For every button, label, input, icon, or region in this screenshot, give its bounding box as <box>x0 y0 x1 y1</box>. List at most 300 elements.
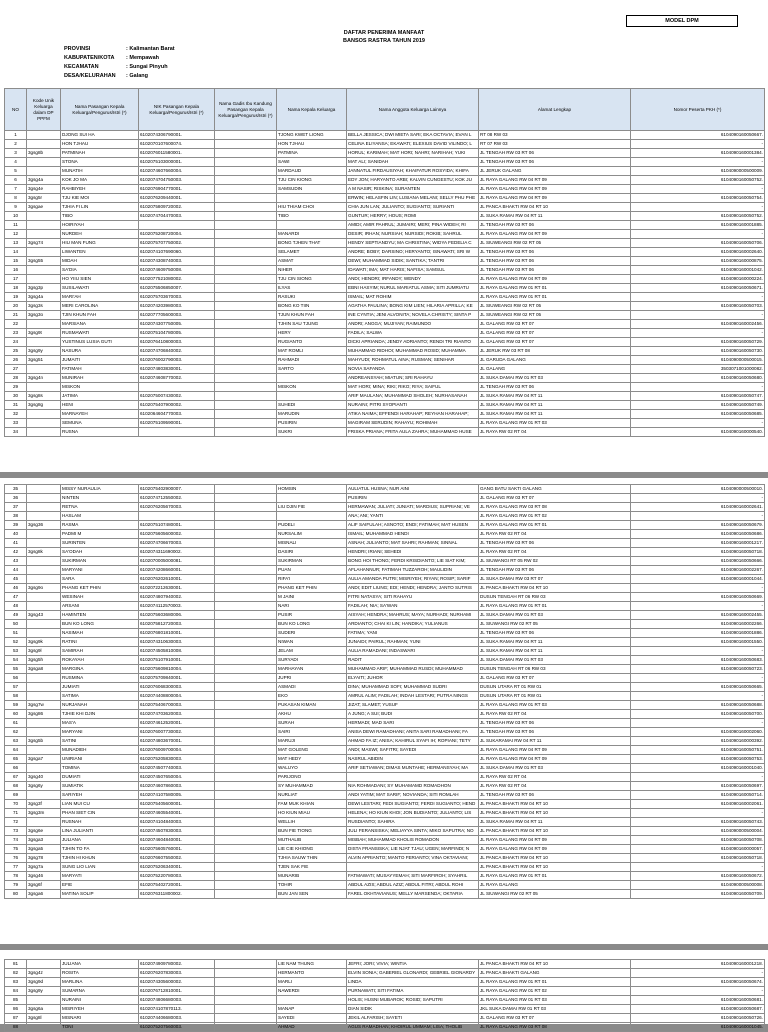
cell-spouse-nik: 6102074909780002. <box>139 960 215 969</box>
cell-mother-maiden-name <box>215 584 277 593</box>
table-row <box>5 194 765 203</box>
cell-address: JL PANCA BHAKTI RW 04 RT 10 <box>479 809 631 818</box>
cell-head-of-family: ILYAS <box>277 284 347 293</box>
cell-family-code: 3gsga6 <box>27 890 61 899</box>
cell-pkh-number: 6104090160000540. <box>631 428 765 437</box>
cell-spouse-name: RATINI <box>61 638 139 647</box>
cell-mother-maiden-name <box>215 593 277 602</box>
cell-address: JL TENGAH RW 03 RT 06 <box>479 158 631 167</box>
cell-mother-maiden-name <box>215 683 277 692</box>
cell-row-number: 4 <box>5 158 27 167</box>
cell-pkh-number: - <box>631 158 765 167</box>
cell-address: JL RAYA GALANG RW 04 RT 09 <box>479 176 631 185</box>
cell-family-members: ISMAIL; MAT ROHIM <box>347 293 479 302</box>
cell-spouse-nik <box>139 512 215 521</box>
cell-spouse-nik <box>139 383 215 392</box>
cell-spouse-name: SUMARNA <box>61 987 139 996</box>
cell-head-of-family: HERY <box>277 329 347 338</box>
table-row <box>5 602 765 611</box>
cell-spouse-nik: 6102075206340001. <box>139 863 215 872</box>
cell-head-of-family: TJHIA SAUW THIN <box>277 854 347 863</box>
cell-row-number: 72 <box>5 818 27 827</box>
cell-row-number: 68 <box>5 782 27 791</box>
cell-spouse-name: MARYATI <box>61 872 139 881</box>
cell-address: JL RAYA GALANG RW 03 RT 08 <box>479 503 631 512</box>
cell-mother-maiden-name <box>215 140 277 149</box>
cell-spouse-name: TJIN KHUN FAH <box>61 311 139 320</box>
table-row <box>5 503 765 512</box>
table-row <box>5 365 765 374</box>
cell-address: JL RAYA GALANG RW 01 RT 01 <box>479 872 631 881</box>
cell-head-of-family: JUPRI <box>277 674 347 683</box>
cell-mother-maiden-name <box>215 818 277 827</box>
cell-address: JL RAYA RW 02 RT 04 <box>479 773 631 782</box>
cell-mother-maiden-name <box>215 239 277 248</box>
cell-head-of-family: SAIRI <box>277 728 347 737</box>
cell-spouse-name: HAMINTEN <box>61 611 139 620</box>
table-row <box>5 494 765 503</box>
cell-row-number: 29 <box>5 383 27 392</box>
cell-address: JL RAYA GALANG RW 04 RT 09 <box>479 755 631 764</box>
table-row <box>5 1023 765 1032</box>
cell-family-members: NOVIA SAFANDA <box>347 365 479 374</box>
cell-spouse-name: MARNAYEH <box>61 410 139 419</box>
cell-pkh-number: 6104090160002641. <box>631 503 765 512</box>
meta-province: PROVINSI : Kalimantan Barat <box>64 46 175 52</box>
table-row <box>5 960 765 969</box>
cell-row-number: 66 <box>5 764 27 773</box>
cell-address: JL PANCA BHAKTI RW 04 RT 10 <box>479 584 631 593</box>
cell-family-members: EDY JON; HARYANTO ARBI; KALVIN CUNGESTU; KOK JU <box>347 176 479 185</box>
cell-family-code <box>27 221 61 230</box>
cell-mother-maiden-name <box>215 809 277 818</box>
cell-pkh-number: 6104090160050665. <box>631 683 765 692</box>
cell-address: JL RAYA GALANG RW 01 RT 03 <box>479 419 631 428</box>
cell-spouse-name: MARGINA <box>61 665 139 674</box>
cell-family-code: 3gsg86 <box>27 710 61 719</box>
cell-family-code: 3gsg8b <box>27 149 61 158</box>
cell-pkh-number: - <box>631 809 765 818</box>
cell-family-members: ALVIN APRIANTO; MANTO FERIANTO; VINA OKTAVIANI; <box>347 854 479 863</box>
cell-family-members: JEKIL ALFARISH; SAYETI <box>347 1014 479 1023</box>
cell-mother-maiden-name <box>215 410 277 419</box>
cell-head-of-family: M JAINI <box>277 593 347 602</box>
cell-spouse-nik: 6102074203980003. <box>139 302 215 311</box>
cell-head-of-family: AKHU <box>277 710 347 719</box>
cell-row-number: 63 <box>5 737 27 746</box>
cell-family-members: MAT ALI; SANIDAH <box>347 158 479 167</box>
cell-pkh-number: - <box>631 203 765 212</box>
cell-pkh-number: - <box>631 512 765 521</box>
cell-pkh-number: 6104090160050674. <box>631 978 765 987</box>
cell-spouse-nik: 6102064604770003. <box>139 410 215 419</box>
cell-row-number: 24 <box>5 338 27 347</box>
cell-pkh-number: - <box>631 602 765 611</box>
cell-family-members: ANDI; HENDRI; IRFANDY; WENDY <box>347 275 479 284</box>
cell-family-code <box>27 746 61 755</box>
cell-pkh-number: 6104090160000875. <box>631 257 765 266</box>
table-row <box>5 674 765 683</box>
table-row <box>5 140 765 149</box>
cell-head-of-family: JELAM <box>277 647 347 656</box>
cell-row-number: 65 <box>5 755 27 764</box>
cell-spouse-nik: 6102075207560003. <box>139 1023 215 1032</box>
cell-family-members: DEWI LESTARI; FEDI SUGIANTO; FERDI SUGIANTO; HEND <box>347 800 479 809</box>
cell-family-members: ARIF SETIAWAN; DIMAS MUNTAHE; HERMANSYAH; MA <box>347 764 479 773</box>
column-header-family-code: Kode Unik Keluarga dalam DP PPFM <box>27 89 61 131</box>
table-row <box>5 854 765 863</box>
cell-head-of-family: TIBO <box>277 212 347 221</box>
cell-family-code <box>27 818 61 827</box>
cell-spouse-nik: 6102074712550002. <box>139 494 215 503</box>
cell-row-number: 70 <box>5 800 27 809</box>
table-header-row <box>5 89 765 131</box>
cell-family-members: FAREL OKHTAVIANUS; MELLY MARSENDA; OKTARIA <box>347 890 479 899</box>
cell-address: JL RAYA GALANG RW 01 RT 01 <box>479 284 631 293</box>
cell-head-of-family: SUHEDI <box>277 401 347 410</box>
cell-pkh-number: 6104090160050709. <box>631 890 765 899</box>
cell-spouse-name: BUN KO LONG <box>61 620 139 629</box>
cell-address: JL SIUWANGI RW 02 RT 05 <box>479 890 631 899</box>
cell-pkh-number: 6104090160002267. <box>631 566 765 575</box>
cell-head-of-family: NIWAN <box>277 638 347 647</box>
cell-row-number: 28 <box>5 374 27 383</box>
cell-mother-maiden-name <box>215 485 277 494</box>
cell-row-number: 1 <box>5 131 27 140</box>
cell-address: JL RAYA GALANG RW 03 RT 08 <box>479 1023 631 1032</box>
cell-spouse-name: MATINA SOLIP <box>61 890 139 899</box>
cell-pkh-number: 6104090160050747. <box>631 392 765 401</box>
cell-row-number: 5 <box>5 167 27 176</box>
cell-row-number: 84 <box>5 987 27 996</box>
cell-family-members: ANDI YATIM; MAT SARIF; NOVIANDA; SITI ROMLAH <box>347 791 479 800</box>
cell-family-code: 3gsg78 <box>27 854 61 863</box>
cell-mother-maiden-name <box>215 791 277 800</box>
cell-spouse-nik: 6102075703670003. <box>139 293 215 302</box>
cell-spouse-nik: 6102075609810004. <box>139 665 215 674</box>
cell-head-of-family: SUKRI <box>277 428 347 437</box>
cell-head-of-family: DASIRI <box>277 548 347 557</box>
table-row <box>5 176 765 185</box>
cell-family-members: NASRUL ABIDIN <box>347 755 479 764</box>
cell-family-code <box>27 692 61 701</box>
cell-address: JL GALANG RW 03 RT 07 <box>479 674 631 683</box>
cell-head-of-family: RASUKI <box>277 293 347 302</box>
cell-row-number: 2 <box>5 140 27 149</box>
cell-head-of-family: TJONG KWET LIONG <box>277 131 347 140</box>
cell-pkh-number: - <box>631 419 765 428</box>
cell-mother-maiden-name <box>215 701 277 710</box>
cell-mother-maiden-name <box>215 530 277 539</box>
cell-row-number: 64 <box>5 746 27 755</box>
cell-mother-maiden-name <box>215 728 277 737</box>
table-row <box>5 755 765 764</box>
cell-family-members: ARIF MAULANA; MUHAMMAD SHOLEH; NURHASANAH <box>347 392 479 401</box>
table-row <box>5 392 765 401</box>
cell-head-of-family: MARDAUD <box>277 167 347 176</box>
cell-pkh-number: 6104090160050697. <box>631 782 765 791</box>
cell-pkh-number: 6104090000500008. <box>631 881 765 890</box>
cell-family-code: 3gsg3s <box>27 302 61 311</box>
cell-row-number: 22 <box>5 320 27 329</box>
table-row <box>5 719 765 728</box>
cell-family-members: BONG HOI THONG; FERDI KRISDIANTO; LIE SIAT KIM; <box>347 557 479 566</box>
cell-pkh-number: 6104090160001044. <box>631 575 765 584</box>
cell-head-of-family: EKO <box>277 692 347 701</box>
cell-pkh-number: 6104090160050726. <box>631 1014 765 1023</box>
cell-family-members: FATMAWATI; MUSAYYEMAH; SITI MARFIROH; SYAHRIL <box>347 872 479 881</box>
cell-family-members: HORUL; KARIMAH; MAT HORI; NAHRI; NARIHAH; YUKI <box>347 149 479 158</box>
cell-address: JL SUKA DAMAI RW 01 RT 03 <box>479 374 631 383</box>
cell-family-code <box>27 494 61 503</box>
cell-pkh-number: 6104090000500009. <box>631 167 765 176</box>
cell-spouse-name: TOMINA <box>61 764 139 773</box>
cell-spouse-nik: 6102075402900007. <box>139 485 215 494</box>
cell-mother-maiden-name <box>215 872 277 881</box>
column-header-address: Alamat Lengkap <box>479 89 631 131</box>
cell-mother-maiden-name <box>215 863 277 872</box>
cell-head-of-family: ASMAT <box>277 257 347 266</box>
cell-address: JL RAYA GALANG RW 01 RT 01 <box>479 293 631 302</box>
table-row <box>5 521 765 530</box>
cell-family-code <box>27 140 61 149</box>
cell-family-members: HELENA; HO KIUN KHOI; JON BUDIANTO; JULIANTO; LIS <box>347 809 479 818</box>
cell-spouse-name: NURDEH <box>61 230 139 239</box>
cell-spouse-name: ROKAYAH <box>61 656 139 665</box>
cell-head-of-family: NARI <box>277 602 347 611</box>
cell-head-of-family: NURLIAT <box>277 791 347 800</box>
cell-address: JL TENGAH RW 03 RT 06 <box>479 383 631 392</box>
cell-family-members: ANDRE; BOBY; DARSINO; HERYANTO; ISNAWATI; SRI W <box>347 248 479 257</box>
cell-pkh-number: - <box>631 674 765 683</box>
cell-head-of-family: SUDERI <box>277 629 347 638</box>
cell-address: JL RAYA GALANG RW 01 RT 03 <box>479 996 631 1005</box>
cell-row-number: 74 <box>5 836 27 845</box>
cell-address: DUSUN UTARA RT 01 RW 01 <box>479 692 631 701</box>
cell-pkh-number: 6104090160001045. <box>631 1023 765 1032</box>
cell-address: JL RAYA GALANG RW 04 RT 09 <box>479 194 631 203</box>
cell-family-code: 3gsg8k <box>27 548 61 557</box>
cell-spouse-name: MARYANI <box>61 566 139 575</box>
cell-family-code: 3gsg9y <box>27 347 61 356</box>
cell-mother-maiden-name <box>215 248 277 257</box>
cell-pkh-number: 6104090160050700. <box>631 710 765 719</box>
cell-family-members: JIZAT; SLAMET; YUSUF <box>347 701 479 710</box>
cell-family-code <box>27 629 61 638</box>
cell-address: JL GALANG RW 03 RT 07 <box>479 1014 631 1023</box>
meta-district: KECAMATAN : Sungai Pinyuh <box>64 64 168 70</box>
cell-spouse-nik: 6102076202610001. <box>139 575 215 584</box>
cell-family-members: AULIATUL HUSNA; NUR AINI <box>347 485 479 494</box>
cell-family-code <box>27 131 61 140</box>
cell-pkh-number: 6104090160050749. <box>631 401 765 410</box>
cell-spouse-nik: 6102074107580005. <box>139 791 215 800</box>
cell-pkh-number: 6104090000500010. <box>631 485 765 494</box>
cell-family-members: GUNTUR; HERRY; HOUS; ROMI <box>347 212 479 221</box>
cell-family-members: FITRI NATASYA; SITI RAHAYU <box>347 593 479 602</box>
cell-row-number: 55 <box>5 665 27 674</box>
cell-row-number: 23 <box>5 329 27 338</box>
meta-regency: KABUPATEN/KOTA : Mempawah <box>64 55 160 61</box>
cell-pkh-number: - <box>631 584 765 593</box>
cell-family-code: 3gsg7w <box>27 701 61 710</box>
table-row <box>5 419 765 428</box>
table-row <box>5 863 765 872</box>
table-row <box>5 530 765 539</box>
table-row <box>5 978 765 987</box>
cell-pkh-number: 6104090160000224. <box>631 275 765 284</box>
cell-row-number: 34 <box>5 428 27 437</box>
cell-spouse-nik: 6102074107690060. <box>139 248 215 257</box>
cell-mother-maiden-name <box>215 782 277 791</box>
table-row <box>5 566 765 575</box>
cell-head-of-family: BUN JAN SEN <box>277 890 347 899</box>
cell-row-number: 39 <box>5 521 27 530</box>
cell-row-number: 48 <box>5 602 27 611</box>
cell-head-of-family: SELAMET <box>277 248 347 257</box>
cell-family-code <box>27 620 61 629</box>
cell-address: JL PANCA BHAKTI RW 04 RT 10 <box>479 854 631 863</box>
cell-family-code: 3gsg4e <box>27 185 61 194</box>
cell-pkh-number: 6104090000500004. <box>631 827 765 836</box>
table-row <box>5 293 765 302</box>
cell-family-members: ASNAH; JULIANTO; MAT SAHRI; RAHMAN; SINNAL <box>347 539 479 548</box>
cell-spouse-name: DUMIATI <box>61 773 139 782</box>
cell-spouse-nik: 6102075007430002. <box>139 392 215 401</box>
cell-pkh-number: 6104090160050669. <box>631 593 765 602</box>
cell-family-members: ANISA DEWI RAMADHANI; ANITA SARI RAMADHANI; FA <box>347 728 479 737</box>
cell-spouse-name: FATIMAH <box>61 365 139 374</box>
cell-pkh-number: 6104090160050706. <box>631 239 765 248</box>
cell-spouse-nik: 6102075103000001. <box>139 158 215 167</box>
cell-spouse-name: SA'ODAH <box>61 548 139 557</box>
cell-family-code: 3gsg6e <box>27 827 61 836</box>
cell-pkh-number: 6104090160050703. <box>631 302 765 311</box>
cell-family-code: 3gsg40 <box>27 773 61 782</box>
cell-address: JL SUKA DAMAI RW 03 RT 07 <box>479 575 631 584</box>
cell-mother-maiden-name <box>215 755 277 764</box>
cell-mother-maiden-name <box>215 338 277 347</box>
cell-mother-maiden-name <box>215 212 277 221</box>
cell-family-code: 3gsg9d <box>27 978 61 987</box>
cell-head-of-family: RIFA'I <box>277 575 347 584</box>
cell-family-code: 3gsg3m <box>27 809 61 818</box>
cell-family-code <box>27 365 61 374</box>
cell-row-number: 44 <box>5 566 27 575</box>
cell-spouse-nik: 6102074609750008. <box>139 266 215 275</box>
cell-head-of-family <box>277 512 347 521</box>
cell-pkh-number: 6104090160050708. <box>631 836 765 845</box>
cell-family-members: A M NASIR; RISKINA; SURANTEN <box>347 185 479 194</box>
cell-spouse-nik: 6102074607660004. <box>139 167 215 176</box>
cell-family-members: PUSIRIN <box>347 494 479 503</box>
cell-mother-maiden-name <box>215 692 277 701</box>
cell-row-number: 3 <box>5 149 27 158</box>
cell-spouse-name: SUNG LIO LIAN <box>61 863 139 872</box>
cell-row-number: 42 <box>5 548 27 557</box>
cell-spouse-name: MARI'AH <box>61 293 139 302</box>
cell-spouse-name: HIU MAN FUNG <box>61 239 139 248</box>
cell-mother-maiden-name <box>215 665 277 674</box>
cell-address: JL GALANG RW 03 RT 07 <box>479 338 631 347</box>
cell-address: JL SIUWANGI RT 05 RW 02 <box>479 557 631 566</box>
cell-family-code <box>27 674 61 683</box>
cell-mother-maiden-name <box>215 203 277 212</box>
cell-pkh-number: 6104090160050752. <box>631 176 765 185</box>
table-row <box>5 1005 765 1014</box>
cell-family-members: NIA ROHMADANI; SY MUHAMAMD ROMADHON <box>347 782 479 791</box>
cell-address: RT 07 RW 03 <box>479 140 631 149</box>
cell-row-number: 51 <box>5 629 27 638</box>
cell-row-number: 19 <box>5 293 27 302</box>
cell-address: JL RAYA GALANG RW 01 RT 01 <box>479 521 631 530</box>
cell-pkh-number: 6104090160050743. <box>631 818 765 827</box>
cell-head-of-family: PARIJONO <box>277 773 347 782</box>
cell-spouse-name: MIDAH <box>61 257 139 266</box>
cell-row-number: 37 <box>5 503 27 512</box>
cell-family-members: AGATHA PAULINA; BONG KIM LIEN; HILARIA APRILLA; KE <box>347 302 479 311</box>
cell-family-members: DISTA FRANSISKA; LIE NJAT TJAU; UGEN; MARFINDI; N <box>347 845 479 854</box>
cell-address: JL GALANG RW 03 RT 07 <box>479 329 631 338</box>
cell-head-of-family: MISKON <box>277 383 347 392</box>
cell-head-of-family: WALUYO <box>277 764 347 773</box>
cell-family-members: FRISKA PRIANA; FRITA AULA ZAHRA; MUHAMMAD HUSE <box>347 428 479 437</box>
cell-row-number: 33 <box>5 419 27 428</box>
cell-pkh-number: 6104090000500015. <box>631 356 765 365</box>
cell-family-members: NURAINI; PITRI SYOPIANTI <box>347 401 479 410</box>
cell-spouse-nik <box>139 221 215 230</box>
document-page-3 <box>0 950 768 1029</box>
cell-address: JL SIUWANGI RW 02 RT 05 <box>479 620 631 629</box>
cell-family-code: 3gsg9t <box>27 329 61 338</box>
table-row <box>5 239 765 248</box>
cell-pkh-number: 6104090160001885. <box>631 221 765 230</box>
cell-spouse-name: HON TJHAU <box>61 140 139 149</box>
cell-spouse-nik: 6102076007730002. <box>139 728 215 737</box>
cell-mother-maiden-name <box>215 257 277 266</box>
cell-spouse-name: SUSILAWATI <box>61 284 139 293</box>
cell-family-code: 3gsg9l <box>27 647 61 656</box>
cell-family-members: MAT HORI; MINA; RIKI; RIKO; RIYA; SAIFUL <box>347 383 479 392</box>
cell-row-number: 56 <box>5 674 27 683</box>
cell-spouse-name: TJHIN HI KHUN <box>61 854 139 863</box>
cell-family-members: CELINA ELIYANSA; EKAWATI; ELEXIUS DAVID VILINDO; L <box>347 140 479 149</box>
table-row <box>5 302 765 311</box>
cell-head-of-family: SUKIRMAN <box>277 557 347 566</box>
cell-row-number: 41 <box>5 539 27 548</box>
cell-spouse-name: PADMI M <box>61 530 139 539</box>
cell-spouse-nik: 6102076009700004. <box>139 746 215 755</box>
cell-row-number: 47 <box>5 593 27 602</box>
cell-family-code <box>27 275 61 284</box>
cell-head-of-family: BONG TJHEN THAT <box>277 239 347 248</box>
cell-row-number: 60 <box>5 710 27 719</box>
cell-pkh-number: 6104090160050752. <box>631 212 765 221</box>
cell-spouse-nik: 6102075104780005. <box>139 329 215 338</box>
cell-head-of-family: ASMADI <box>277 683 347 692</box>
cell-row-number: 75 <box>5 845 27 854</box>
cell-spouse-name: LINA JULIANTI <box>61 827 139 836</box>
cell-family-code <box>27 266 61 275</box>
cell-pkh-number: - <box>631 692 765 701</box>
cell-family-members: ANA; ANI; YANTI <box>347 512 479 521</box>
cell-family-members: MAGIRAM SERUDIN; RAHAYU; ROHIMAH <box>347 419 479 428</box>
cell-family-code <box>27 575 61 584</box>
cell-address: JL PANCA BHAKTI GALANG <box>479 969 631 978</box>
cell-head-of-family: WELLIH <box>277 818 347 827</box>
cell-mother-maiden-name <box>215 1005 277 1014</box>
cell-family-members: FADILA; SALWA <box>347 329 479 338</box>
